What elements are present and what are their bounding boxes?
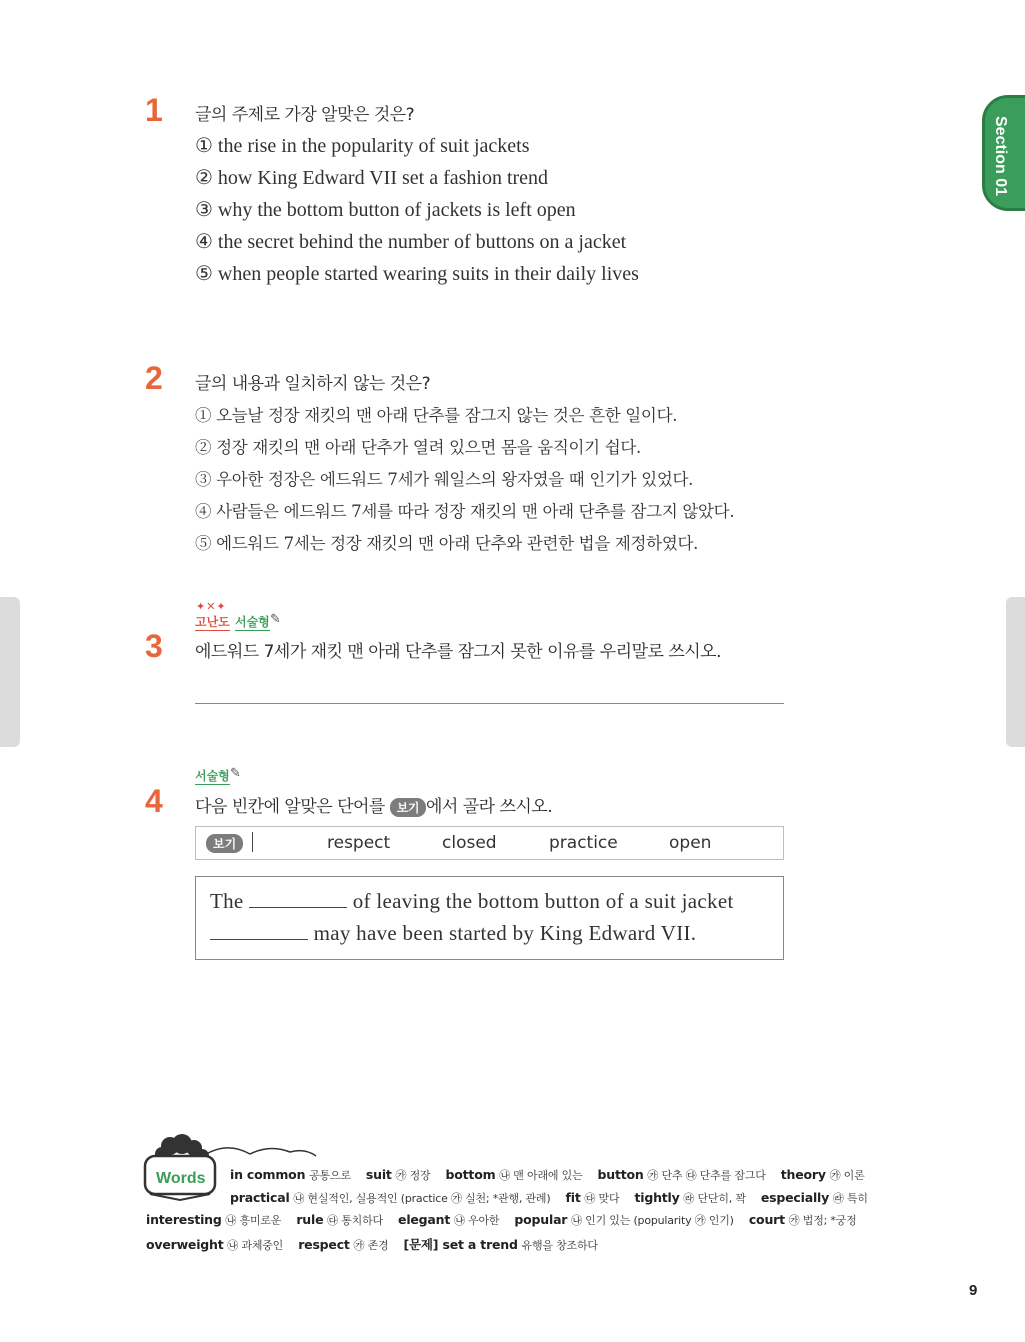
q1-number: 1 bbox=[145, 92, 163, 128]
q3-hard-tag: 고난도 bbox=[195, 615, 230, 629]
q3-title: 에드워드 7세가 재킷 맨 아래 단추를 잠그지 못한 이유를 우리말로 쓰시오. bbox=[195, 642, 721, 662]
word-choice-4: open bbox=[669, 833, 712, 853]
q1-option-5[interactable]: ⑤ when people started wearing suits in their daily lives bbox=[195, 263, 639, 285]
q2-option-5[interactable]: ⑤ 에드워드 7세는 정장 재킷의 맨 아래 단추와 관련한 법을 제정하였다. bbox=[195, 534, 699, 553]
sentence-mid: of leaving the bottom button of a suit jacket bbox=[352, 889, 734, 913]
word-choice-2: closed bbox=[442, 833, 497, 853]
q2-option-3[interactable]: ③ 우아한 정장은 에드워드 7세가 웨일스의 왕자였을 때 인기가 있었다. bbox=[195, 470, 694, 489]
sentence-end: may have been started by King Edward VII. bbox=[313, 921, 697, 945]
word-bank-label: 보기 bbox=[206, 834, 243, 853]
q1-option-1[interactable]: ① the rise in the popularity of suit jackets bbox=[195, 135, 530, 157]
words-line-1: in common 공통으로 suit ㉮ 정장 bottom ㉯ 맨 아래에 있는 button ㉮ 단추 ㉰ 단추를 잠그다 theory ㉮ 이론 bbox=[230, 1167, 865, 1182]
q2-option-1[interactable]: ① 오늘날 정장 재킷의 맨 아래 단추를 잠그지 않는 것은 흔한 일이다. bbox=[195, 406, 678, 425]
q3-number: 3 bbox=[145, 628, 163, 664]
sentence-line-2 bbox=[210, 921, 696, 946]
answer-blank-2[interactable] bbox=[210, 939, 308, 940]
word-bank-divider bbox=[252, 832, 253, 852]
q2-option-4[interactable]: ④ 사람들은 에드워드 7세를 따라 정장 재킷의 맨 아래 단추를 잠그지 않았다. bbox=[195, 502, 735, 521]
word-bank-box bbox=[195, 826, 784, 860]
words-line-2: practical ㉯ 현실적인, 실용적인 (practice ㉮ 실천; *관행, 관례) fit ㉰ 맞다 tightly ㉱ 단단히, 꽉 especially ㉱ 특히 bbox=[230, 1190, 868, 1205]
section-tab-label: Section 01 bbox=[992, 116, 1009, 197]
q4-number: 4 bbox=[145, 783, 163, 819]
pencil-icon: ✎ bbox=[230, 766, 241, 781]
section-tab bbox=[982, 95, 1025, 211]
q4-title-before: 다음 빈칸에 알맞은 단어를 bbox=[195, 797, 385, 817]
q4-title bbox=[195, 792, 552, 817]
q2-option-2[interactable]: ② 정장 재킷의 맨 아래 단추가 열려 있으면 몸을 움직이기 쉽다. bbox=[195, 438, 641, 457]
q4-title-after: 에서 골라 쓰시오. bbox=[425, 797, 553, 817]
word-choice-1: respect bbox=[327, 833, 391, 853]
pencil-icon: ✎ bbox=[270, 612, 281, 627]
q2-number: 2 bbox=[145, 360, 163, 396]
words-line-4: overweight ㉯ 과체중인 respect ㉮ 존경 [문제] set a trend 유행을 창조하다 bbox=[146, 1237, 598, 1252]
q2-title: 글의 내용과 일치하지 않는 것은? bbox=[195, 374, 431, 394]
next-page-tab[interactable] bbox=[1006, 597, 1025, 747]
q4-write-tag: 서술형 bbox=[195, 769, 230, 783]
sentence-line-1 bbox=[210, 889, 734, 914]
sentence-start: The bbox=[210, 889, 244, 913]
q3-answer-line[interactable] bbox=[195, 703, 784, 704]
q3-write-tag: 서술형 bbox=[235, 615, 270, 629]
q1-option-4[interactable]: ④ the secret behind the number of buttons on a jacket bbox=[195, 231, 627, 253]
page-number: 9 bbox=[969, 1282, 978, 1299]
words-line-3: interesting ㉯ 흥미로운 rule ㉰ 통치하다 elegant ㉯ 우아한 popular ㉯ 인기 있는 (popularity ㉮ 인기) court ㉮ 법정; *궁정 bbox=[146, 1212, 857, 1227]
q1-title: 글의 주제로 가장 알맞은 것은? bbox=[195, 105, 415, 125]
q1-option-2[interactable]: ② how King Edward VII set a fashion trend bbox=[195, 167, 549, 189]
prev-page-tab[interactable] bbox=[0, 597, 20, 747]
sentence-box bbox=[195, 876, 784, 960]
word-choice-3: practice bbox=[549, 833, 618, 853]
difficulty-stars-icon: ✦✕✦ bbox=[196, 600, 227, 613]
q4-title-pill: 보기 bbox=[390, 798, 426, 817]
answer-blank-1[interactable] bbox=[249, 907, 347, 908]
words-badge-label: Words bbox=[156, 1170, 206, 1187]
q1-option-3[interactable]: ③ why the bottom button of jackets is left open bbox=[195, 199, 576, 221]
